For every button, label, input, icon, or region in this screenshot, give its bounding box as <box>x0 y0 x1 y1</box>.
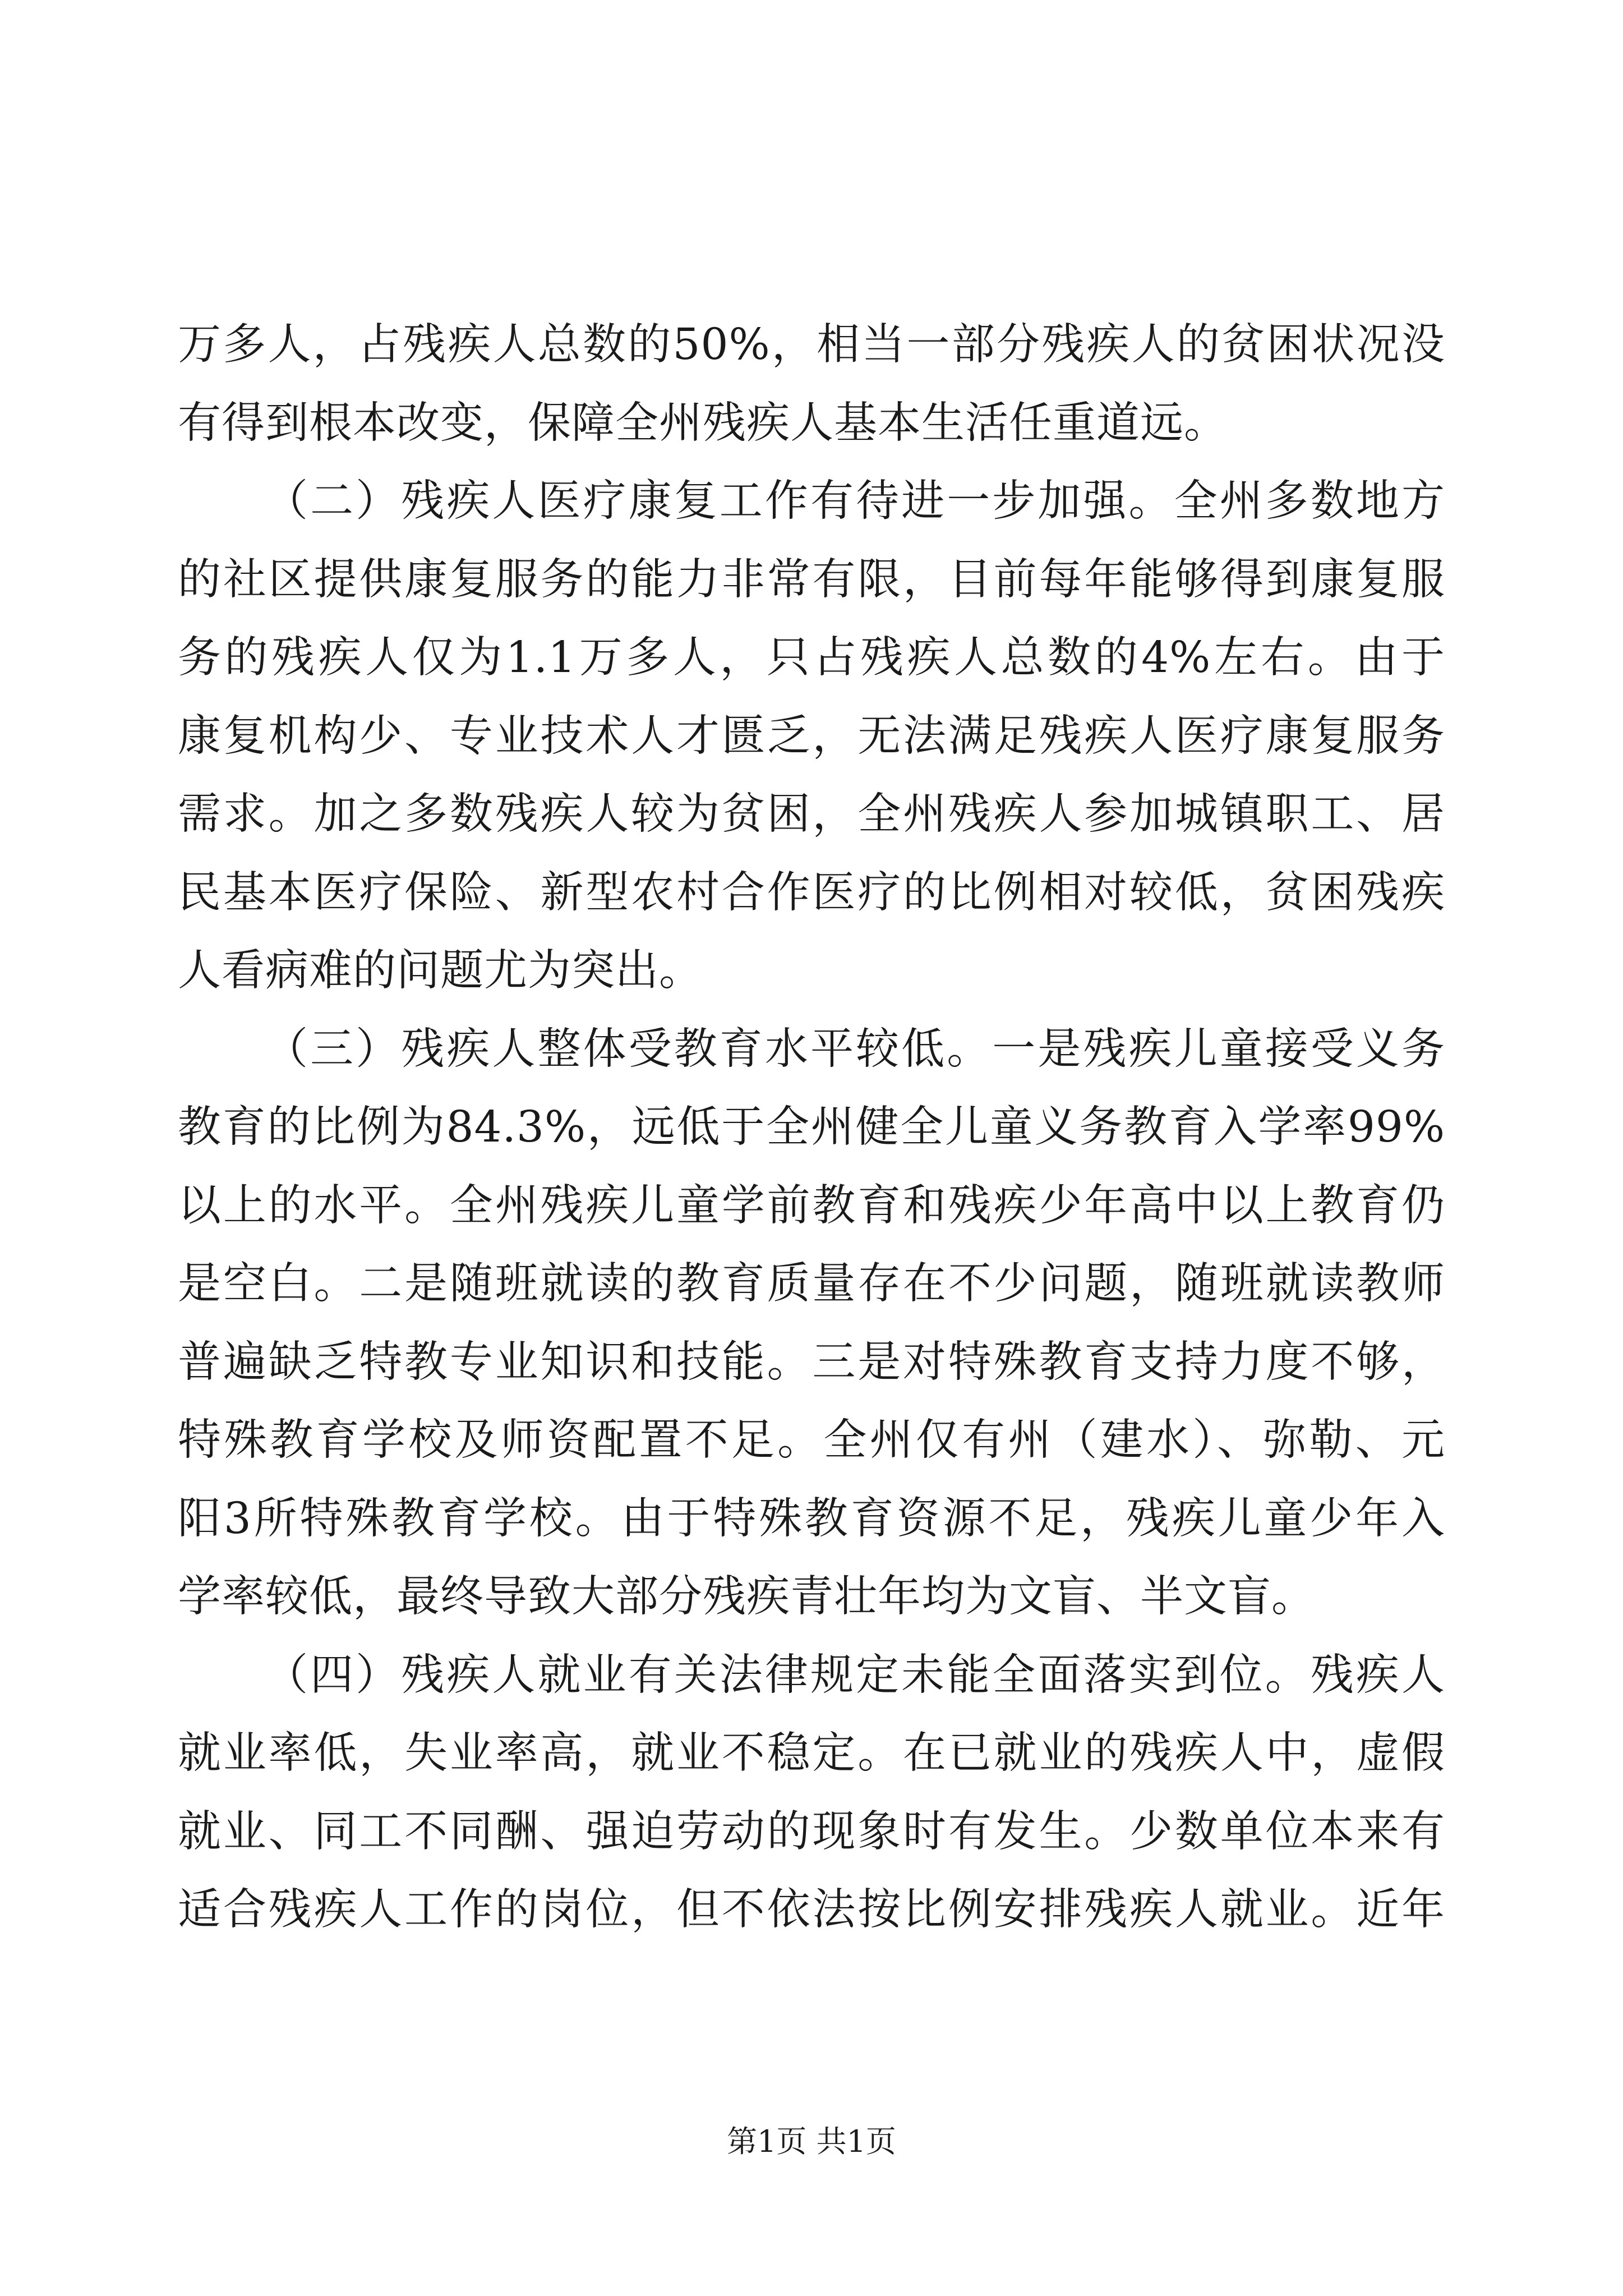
text-line: （四）残疾人就业有关法律规定未能全面落实到位。残疾人 <box>265 1650 1445 1700</box>
text-line: 阳3所特殊教育学校。由于特殊教育资源不足，残疾儿童少年入 <box>178 1493 1445 1544</box>
text-line: 人看病难的问题尤为突出。 <box>178 946 703 996</box>
page-footer: 第1页 共1页 <box>727 2124 896 2159</box>
document-body <box>178 306 1445 1949</box>
text-line: 适合残疾人工作的岗位，但不依法按比例安排残疾人就业。近年 <box>178 1885 1445 1935</box>
text-line: 需求。加之多数残疾人较为贫困，全州残疾人参加城镇职工、居 <box>178 789 1445 839</box>
text-line: 以上的水平。全州残疾儿童学前教育和残疾少年高中以上教育仍 <box>178 1180 1445 1231</box>
text-line: 的社区提供康复服务的能力非常有限，目前每年能够得到康复服 <box>178 554 1445 605</box>
text-line: 有得到根本改变，保障全州残疾人基本生活任重道远。 <box>178 398 1228 448</box>
text-line: 康复机构少、专业技术人才匮乏，无法满足残疾人医疗康复服务 <box>178 711 1445 761</box>
text-line: 就业率低，失业率高，就业不稳定。在已就业的残疾人中，虚假 <box>178 1728 1445 1778</box>
text-line: （二）残疾人医疗康复工作有待进一步加强。全州多数地方 <box>265 476 1445 526</box>
text-line: 万多人，占残疾人总数的50%，相当一部分残疾人的贫困状况没 <box>178 320 1445 370</box>
text-line: （三）残疾人整体受教育水平较低。一是残疾儿童接受义务 <box>265 1024 1445 1074</box>
text-line: 学率较低，最终导致大部分残疾青壮年均为文盲、半文盲。 <box>178 1572 1315 1622</box>
text-line: 教育的比例为84.3%，远低于全州健全儿童义务教育入学率99% <box>178 1102 1445 1152</box>
text-line: 特殊教育学校及师资配置不足。全州仅有州（建水）、弥勒、元 <box>178 1415 1445 1465</box>
text-line: 务的残疾人仅为1.1万多人，只占残疾人总数的4%左右。由于 <box>178 633 1445 683</box>
text-line: 普遍缺乏特教专业知识和技能。三是对特殊教育支持力度不够， <box>178 1337 1445 1387</box>
text-line: 是空白。二是随班就读的教育质量存在不少问题，随班就读教师 <box>178 1259 1445 1309</box>
text-line: 民基本医疗保险、新型农村合作医疗的比例相对较低，贫困残疾 <box>178 867 1445 918</box>
text-line: 就业、同工不同酬、强迫劳动的现象时有发生。少数单位本来有 <box>178 1806 1445 1857</box>
